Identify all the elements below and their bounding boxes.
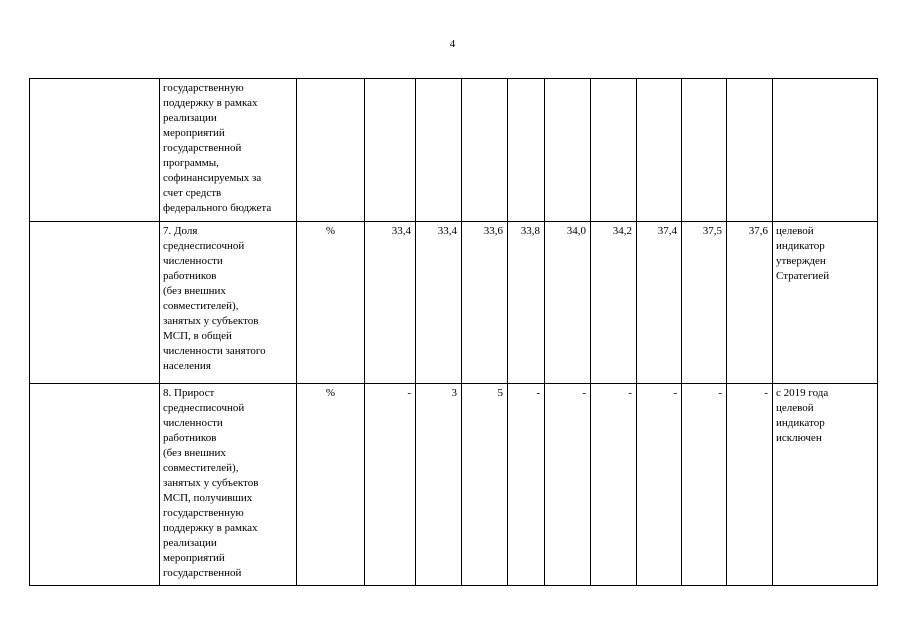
value-cell: - xyxy=(545,384,591,586)
value-cell xyxy=(727,79,773,222)
indicator-name-cell: 8. Прирост среднесписочной численности работников (без внешних совместителей), занятых у субъектов МСП, получивших государственную поддержку в рамках реализации мероприятий государственной xyxy=(160,384,297,586)
page-number: 4 xyxy=(449,38,456,50)
table-row xyxy=(30,384,878,586)
value-cell: 33,4 xyxy=(365,222,416,384)
value-cell: 34,2 xyxy=(591,222,637,384)
value-cell xyxy=(682,79,727,222)
value-cell xyxy=(591,79,637,222)
value-cell: 34,0 xyxy=(545,222,591,384)
note-cell xyxy=(773,79,878,222)
note-cell: с 2019 года целевой индикатор исключен xyxy=(773,384,878,586)
value-cell xyxy=(545,79,591,222)
value-cell: 33,4 xyxy=(416,222,462,384)
indicator-name-cell: 7. Доля среднесписочной численности работников (без внешних совместителей), занятых у субъектов МСП, в общей численности занятого населения xyxy=(160,222,297,384)
value-cell xyxy=(462,79,508,222)
value-cell: 33,6 xyxy=(462,222,508,384)
value-cell: 5 xyxy=(462,384,508,586)
unit-cell: % xyxy=(297,222,365,384)
empty-cell xyxy=(30,384,160,586)
value-cell xyxy=(637,79,682,222)
unit-cell xyxy=(297,79,365,222)
empty-cell xyxy=(30,222,160,384)
value-cell: - xyxy=(591,384,637,586)
value-cell: 3 xyxy=(416,384,462,586)
value-cell: 33,8 xyxy=(508,222,545,384)
value-cell xyxy=(508,79,545,222)
value-cell: - xyxy=(508,384,545,586)
unit-cell: % xyxy=(297,384,365,586)
value-cell: - xyxy=(682,384,727,586)
value-cell: 37,5 xyxy=(682,222,727,384)
table-row xyxy=(30,222,878,384)
value-cell: - xyxy=(637,384,682,586)
value-cell xyxy=(416,79,462,222)
value-cell xyxy=(365,79,416,222)
table-row xyxy=(30,79,878,222)
note-cell: целевой индикатор утвержден Стратегией xyxy=(773,222,878,384)
value-cell: - xyxy=(365,384,416,586)
indicator-name-cell: государственную поддержку в рамках реализации мероприятий государственной программы, софинансируемых за счет средств федерального бюджета xyxy=(160,79,297,222)
empty-cell xyxy=(30,79,160,222)
indicators-table xyxy=(29,78,878,586)
value-cell: 37,6 xyxy=(727,222,773,384)
value-cell: - xyxy=(727,384,773,586)
value-cell: 37,4 xyxy=(637,222,682,384)
